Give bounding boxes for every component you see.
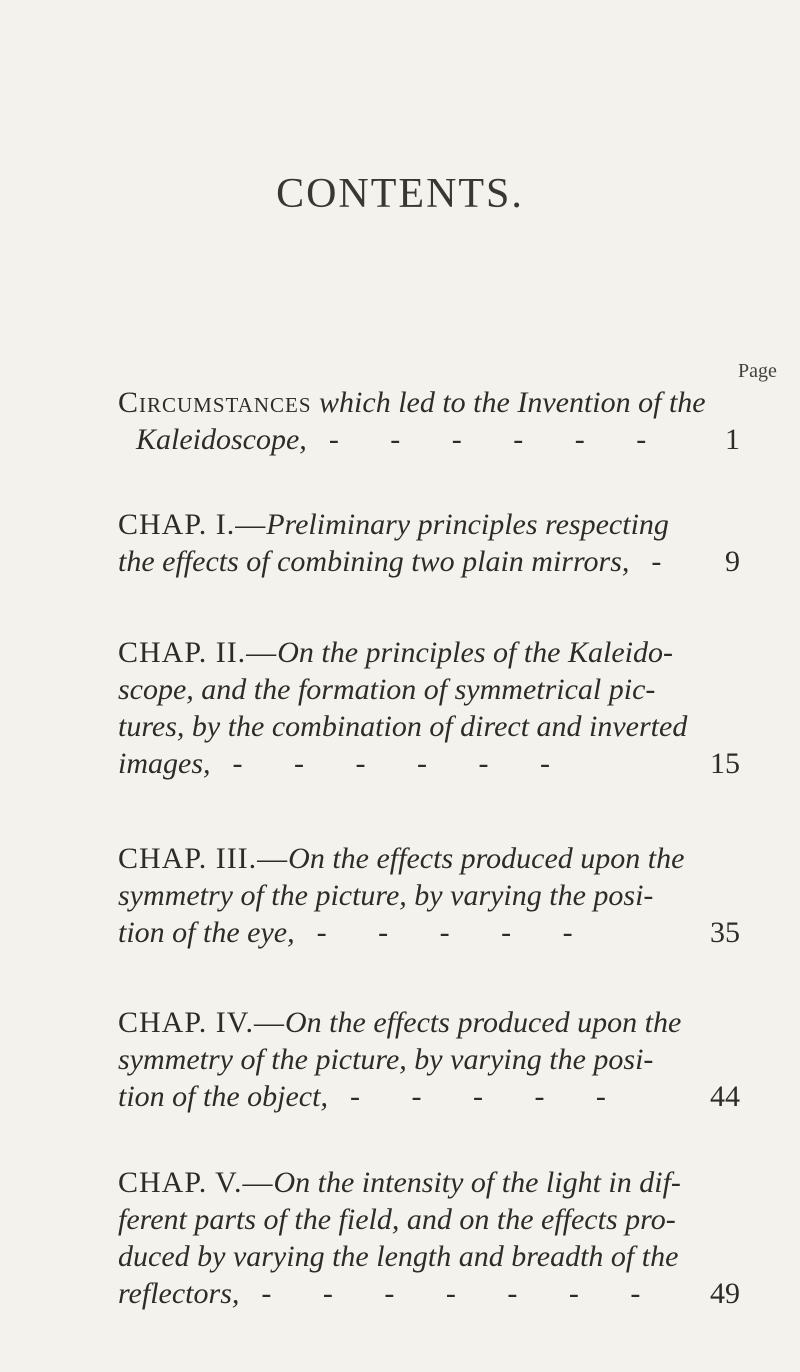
dot-leader: - - - - - — [349, 1080, 628, 1113]
entry-title: On the effects produced upon the — [288, 842, 685, 875]
entry-page-number: 44 — [710, 1080, 740, 1113]
dot-leader: - - - - - — [316, 916, 595, 949]
entry-title: On the intensity of the light in dif- — [273, 1166, 681, 1199]
entry-line — [118, 1164, 758, 1201]
entry-title: reflectors, — [118, 1277, 240, 1310]
entry-line — [118, 1275, 758, 1312]
chapter-number: CHAP. II.— — [118, 636, 278, 669]
entry-title: symmetry of the picture, by varying the posi- — [118, 879, 654, 912]
entry-page-number: 9 — [725, 545, 740, 578]
entry-line — [118, 384, 758, 421]
entry-title: ferent parts of the field, and on the effects pro- — [118, 1203, 676, 1236]
entry-lead: Circumstances — [118, 386, 312, 419]
page-column-label: Page — [738, 360, 777, 382]
entry-line — [118, 634, 758, 671]
entry-line — [118, 671, 758, 708]
page-title: CONTENTS. — [276, 171, 524, 217]
entry-line — [118, 877, 758, 914]
entry-line — [118, 543, 758, 580]
contents-entry-chap-4 — [118, 1004, 758, 1115]
chapter-number: CHAP. IV.— — [118, 1006, 285, 1039]
dot-leader: - - - - - - — [328, 423, 669, 456]
entry-line — [118, 914, 758, 951]
contents-entry-chap-5 — [118, 1164, 758, 1312]
entry-title: tures, by the combination of direct and inverted — [118, 710, 688, 743]
entry-page-number: 35 — [710, 916, 740, 949]
entry-line — [118, 1078, 758, 1115]
entry-title: Preliminary principles respecting — [266, 508, 669, 541]
entry-title: tion of the object, — [118, 1080, 328, 1113]
entry-line — [118, 708, 758, 745]
entry-title: scope, and the formation of symmetrical pic- — [118, 673, 656, 706]
entry-line — [118, 1004, 758, 1041]
entry-title: images, — [118, 747, 211, 780]
entry-title: On the principles of the Kaleido- — [277, 636, 673, 669]
contents-entry-chap-3 — [118, 840, 758, 951]
entry-line — [118, 745, 758, 782]
entry-title: the effects of combining two plain mirrors, — [118, 545, 630, 578]
entry-page-number: 15 — [710, 747, 740, 780]
chapter-number: CHAP. III.— — [118, 842, 289, 875]
entry-title: symmetry of the picture, by varying the posi- — [118, 1043, 654, 1076]
entry-line — [118, 840, 758, 877]
entry-title: Kaleidoscope, — [136, 423, 307, 456]
dot-leader: - - - - - - - — [261, 1277, 663, 1310]
entry-page-number: 1 — [725, 423, 740, 456]
entry-line — [118, 1238, 758, 1275]
entry-title: duced by varying the length and breadth of the — [118, 1240, 679, 1273]
entry-line — [118, 1041, 758, 1078]
contents-entry-chap-1 — [118, 506, 758, 580]
entry-page-number: 49 — [710, 1277, 740, 1310]
entry-title: tion of the eye, — [118, 916, 295, 949]
entry-line — [118, 506, 758, 543]
entry-title: which led to the Invention of the — [311, 386, 706, 419]
entry-line — [118, 421, 758, 458]
dot-leader: - — [651, 545, 684, 578]
entry-line — [118, 1201, 758, 1238]
contents-entry-circumstances — [118, 384, 758, 458]
contents-entry-chap-2 — [118, 634, 758, 782]
chapter-number: CHAP. I.— — [118, 508, 267, 541]
dot-leader: - - - - - - — [232, 747, 572, 780]
entry-title: On the effects produced upon the — [285, 1006, 682, 1039]
chapter-number: CHAP. V.— — [118, 1166, 274, 1199]
